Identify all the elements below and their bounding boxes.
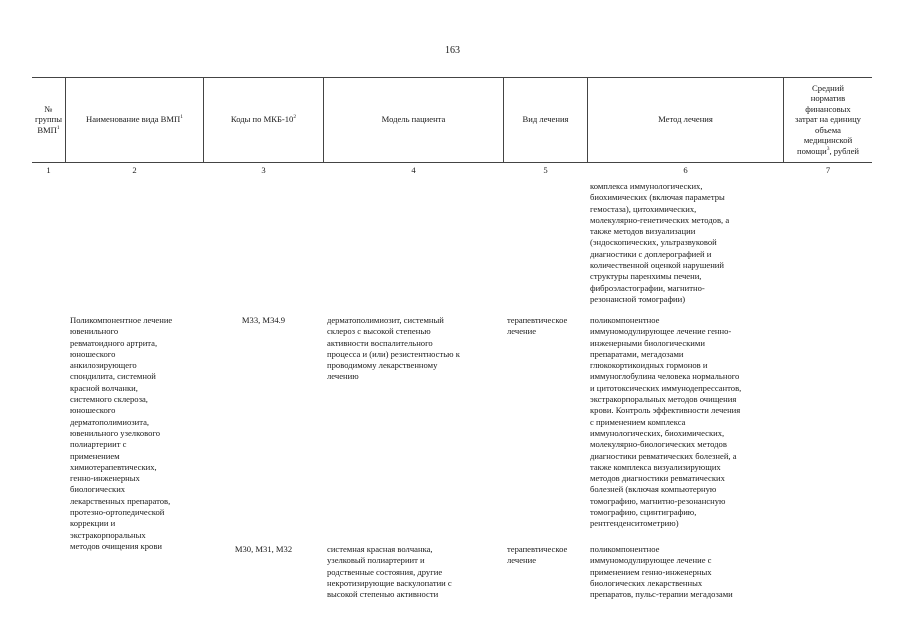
column-number: 7 — [825, 165, 831, 175]
patient-model-cell: дерматополимиозит, системный склероз с высокой степенью активности воспалительного процесса и (или) резистентностью к проводимому лекарственному лечению — [327, 315, 460, 382]
header-icd-codes: Коды по МКБ-$10^2$ — [230, 114, 297, 125]
header-treatment-method: Метод лечения — [658, 114, 713, 125]
column-number: 6 — [683, 165, 688, 175]
vmp-name-cell: Поликомпонентное лечение ювенильного ревматоидного артрита, юношеского анкилозирующего спондилита, системной красной волчанки, системного склероза, юношеского дерматополимиозита, ювенильного узелкового полиартериит с применением химиотерапевтических, генно-инженерных биологических лекарственных препаратов, протезно-ортопедической коррекции и экстракорпоральных методов очищения крови — [70, 315, 173, 551]
icd-codes-cell: М30, М31, М32 — [234, 544, 293, 554]
column-number: 5 — [543, 165, 548, 175]
treatment-type-cell: терапевтическое лечение — [507, 315, 568, 337]
treatment-method-cell: поликомпонентное иммуномодулирующее лечение с применением генно-инженерных биологических лекарственных препаратов, пульс-терапии мегадозами — [590, 544, 733, 600]
header-bottom-border — [32, 162, 872, 163]
header-group-number: № группы ВМП$^1$ — [35, 103, 62, 135]
page-number: 163 — [445, 45, 460, 56]
header-treatment-type: Вид лечения — [522, 114, 569, 125]
column-number: 1 — [46, 165, 51, 175]
header-patient-model: Модель пациента — [381, 114, 446, 125]
treatment-method-cell: поликомпонентное иммуномодулирующее лечение генно- инженерными биологическими препаратами, мегадозами глюкокортикоидных гормонов и иммуноглобулина человека нормального и цитотоксических иммунодепрессантов, экстракорпоральных методов очищения крови. Контроль эффективности лечения с применением комплекса иммунологических, биохимических, молекулярно-биологических методов диагностики ревматических болезней, а также комплекса визуализирующих методов диагностики ревматических болезней (включая компьютерную томографию, магнитно-резонансную томографию, сцинтиграфию, рентгенденситометрию) — [590, 315, 742, 529]
patient-model-cell: системная красная волчанка, узелковый полиартериит и родственные состояния, другие некротизирующие васкулопатии с высокой степенью активности — [327, 544, 452, 600]
column-number: 4 — [411, 165, 416, 175]
header-cost-norm: Средний норматив финансовых затрат на единицу объема медицинской помощи$^3$, рублей — [795, 83, 861, 156]
header-vmp-name: Наименование вида ВМП$^1$ — [85, 114, 183, 125]
treatment-type-cell: терапевтическое лечение — [507, 544, 568, 566]
method-continuation-text: комплекса иммунологических, биохимических (включая параметры гемостаза), цитохимических, молекулярно-генетических методов, а также методов визуализации (эндоскопических, ультразвуковой диагностики с доплерографией и количественной оценкой нарушений структуры паренхимы печени, фиброэластографии, магнитно- резонансной томографии) — [590, 181, 730, 304]
icd-codes-cell: М33, М34.9 — [241, 315, 286, 325]
column-number: 3 — [261, 165, 266, 175]
column-number: 2 — [132, 165, 137, 175]
